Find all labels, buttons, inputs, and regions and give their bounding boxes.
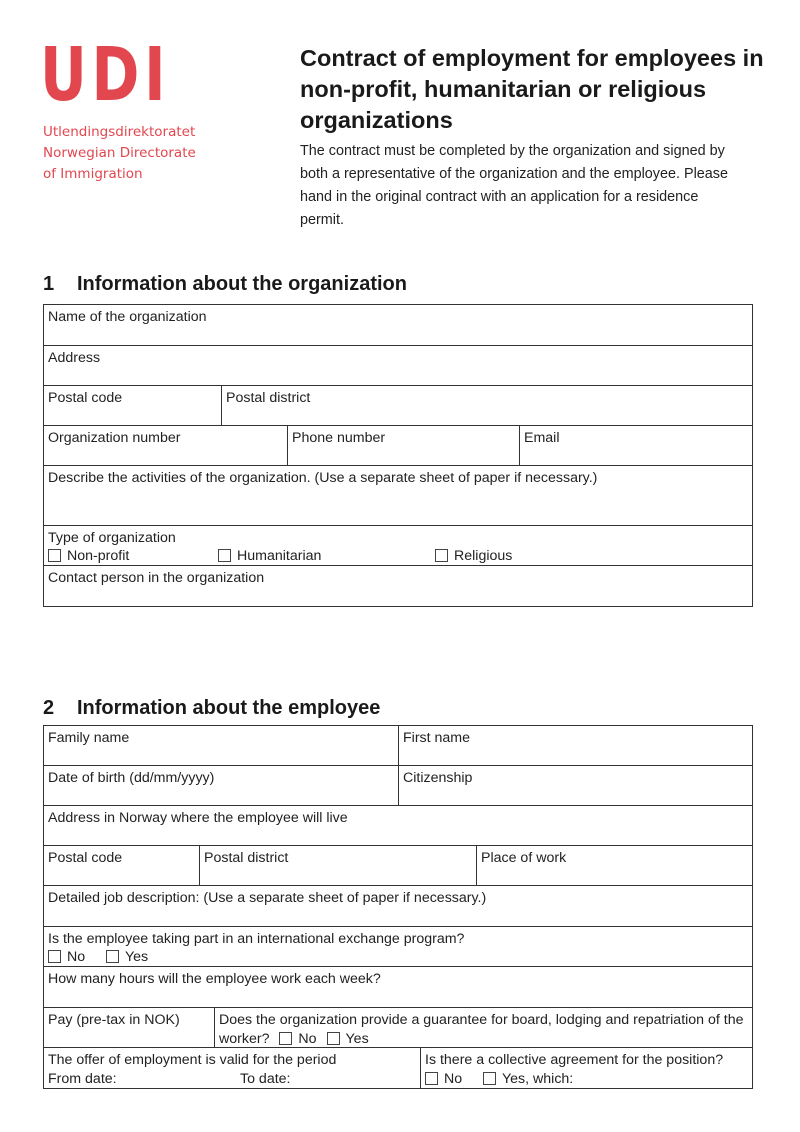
udi-logo: UDI — [40, 32, 171, 118]
org-type-label: Type of organization — [48, 530, 176, 546]
job-description-field[interactable] — [44, 886, 752, 926]
org-postal-row — [44, 386, 752, 426]
first-name-label: First name — [403, 730, 471, 746]
guarantee-yes-option[interactable] — [327, 1031, 369, 1047]
exchange-no-checkbox[interactable] — [48, 950, 61, 963]
humanitarian-label: Humanitarian — [237, 548, 322, 564]
collective-agreement-group — [420, 1048, 752, 1088]
first-name-field[interactable] — [398, 726, 752, 765]
citizenship-field[interactable] — [398, 766, 752, 805]
place-of-work-label: Place of work — [481, 850, 567, 866]
org-name-label: Name of the organization — [48, 309, 207, 325]
collective-yes-label: Yes, which: — [502, 1071, 574, 1087]
org-type-group — [44, 526, 752, 565]
guarantee-yes-checkbox[interactable] — [327, 1032, 340, 1045]
org-address-row — [44, 346, 752, 386]
collective-no-checkbox[interactable] — [425, 1072, 438, 1085]
employee-postal-code-field[interactable] — [44, 846, 199, 885]
employee-postal-district-label: Postal district — [204, 850, 289, 866]
section-1-heading — [43, 274, 407, 294]
org-email-field[interactable] — [519, 426, 752, 465]
offer-period-label: The offer of employment is valid for the period — [48, 1052, 337, 1068]
form-intro: The contract must be completed by the organization and signed by both a representative of the organization and the employee. Please hand in the original contract with an application for a residence permit. — [300, 143, 729, 228]
org-activities-row — [44, 466, 752, 526]
employee-address-label: Address in Norway where the employee will live — [48, 810, 348, 826]
org-contact-person-label: Contact person in the organization — [48, 570, 265, 586]
job-description-label: Detailed job description: (Use a separate sheet of paper if necessary.) — [48, 890, 487, 906]
guarantee-no-option[interactable] — [279, 1031, 316, 1047]
employee-postal-code-label: Postal code — [48, 850, 123, 866]
org-email-label: Email — [524, 430, 560, 446]
religious-label: Religious — [454, 548, 513, 564]
org-address-field[interactable] — [44, 346, 752, 385]
form-title: Contract of employment for employees in non-profit, humanitarian or religious organizations — [300, 45, 764, 133]
nonprofit-checkbox[interactable] — [48, 549, 61, 562]
employee-postal-district-field[interactable] — [199, 846, 476, 885]
employee-postal-row — [44, 846, 752, 886]
organization-form — [43, 304, 753, 607]
humanitarian-checkbox[interactable] — [218, 549, 231, 562]
org-address-label: Address — [48, 350, 101, 366]
exchange-yes-label: Yes — [125, 949, 149, 965]
weekly-hours-row — [44, 967, 752, 1008]
guarantee-no-checkbox[interactable] — [279, 1032, 292, 1045]
place-of-work-field[interactable] — [476, 846, 752, 885]
citizenship-label: Citizenship — [403, 770, 473, 786]
employment-period-row — [44, 1048, 752, 1089]
agency-name-norwegian: Utlendingsdirektoratet — [43, 124, 196, 140]
org-type-religious-option[interactable] — [435, 547, 512, 565]
guarantee-no-label: No — [298, 1031, 317, 1047]
section-1-number: 1 — [43, 273, 55, 295]
section-2-title: Information about the employee — [77, 697, 381, 719]
org-type-nonprofit-option[interactable] — [48, 547, 129, 565]
guarantee-label: Does the organization provide a guarantee for board, lodging and repatriation of the worker? — [219, 1012, 744, 1047]
exchange-program-group — [44, 927, 752, 966]
org-number-label: Organization number — [48, 430, 181, 446]
org-contact-person-row — [44, 566, 752, 607]
exchange-program-label: Is the employee taking part in an international exchange program? — [48, 931, 465, 947]
from-date-field[interactable] — [48, 1070, 117, 1089]
section-1-title: Information about the organization — [77, 273, 407, 295]
family-name-field[interactable] — [44, 726, 398, 765]
collective-yes-checkbox[interactable] — [483, 1072, 496, 1085]
to-date-label: To date: — [240, 1071, 291, 1087]
org-phone-field[interactable] — [287, 426, 519, 465]
pay-guarantee-row — [44, 1008, 752, 1048]
section-2-number: 2 — [43, 697, 55, 719]
employee-birth-row — [44, 766, 752, 806]
section-2-heading — [43, 698, 380, 718]
org-postal-district-field[interactable] — [221, 386, 752, 425]
guarantee-group — [214, 1008, 752, 1047]
collective-yes-option[interactable] — [483, 1070, 573, 1089]
org-contact-person-field[interactable] — [44, 566, 752, 606]
org-postal-code-field[interactable] — [44, 386, 221, 425]
agency-name-english-line2: of Immigration — [43, 166, 143, 182]
employee-address-row — [44, 806, 752, 846]
pay-field[interactable] — [44, 1008, 214, 1047]
employee-address-field[interactable] — [44, 806, 752, 845]
weekly-hours-label: How many hours will the employee work each week? — [48, 971, 381, 987]
exchange-no-label: No — [67, 949, 86, 965]
org-name-field[interactable] — [44, 305, 752, 345]
org-postal-district-label: Postal district — [226, 390, 311, 406]
exchange-yes-checkbox[interactable] — [106, 950, 119, 963]
collective-no-option[interactable] — [425, 1070, 462, 1089]
dob-field[interactable] — [44, 766, 398, 805]
exchange-program-row — [44, 927, 752, 967]
religious-checkbox[interactable] — [435, 549, 448, 562]
family-name-label: Family name — [48, 730, 130, 746]
org-number-field[interactable] — [44, 426, 287, 465]
guarantee-yes-label: Yes — [345, 1031, 369, 1047]
from-date-label: From date: — [48, 1071, 117, 1087]
org-contact-info-row — [44, 426, 752, 466]
to-date-field[interactable] — [240, 1070, 290, 1089]
org-activities-field[interactable] — [44, 466, 752, 525]
org-type-humanitarian-option[interactable] — [218, 547, 321, 565]
org-phone-label: Phone number — [292, 430, 386, 446]
dob-label: Date of birth (dd/mm/yyyy) — [48, 770, 215, 786]
agency-name-english-line1: Norwegian Directorate — [43, 145, 196, 161]
org-type-row — [44, 526, 752, 566]
collective-agreement-label: Is there a collective agreement for the position? — [425, 1052, 724, 1068]
org-activities-label: Describe the activities of the organization. (Use a separate sheet of paper if necessary.) — [48, 470, 598, 486]
org-postal-code-label: Postal code — [48, 390, 123, 406]
employee-name-row — [44, 726, 752, 766]
exchange-yes-option[interactable] — [106, 948, 148, 966]
employee-form — [43, 725, 753, 1089]
collective-no-label: No — [444, 1071, 463, 1087]
nonprofit-label: Non-profit — [67, 548, 130, 564]
weekly-hours-field[interactable] — [44, 967, 752, 1007]
employment-period-group — [44, 1048, 420, 1088]
exchange-no-option[interactable] — [48, 948, 85, 966]
pay-label: Pay (pre-tax in NOK) — [48, 1012, 180, 1028]
job-description-row — [44, 886, 752, 927]
org-name-row — [44, 305, 752, 346]
